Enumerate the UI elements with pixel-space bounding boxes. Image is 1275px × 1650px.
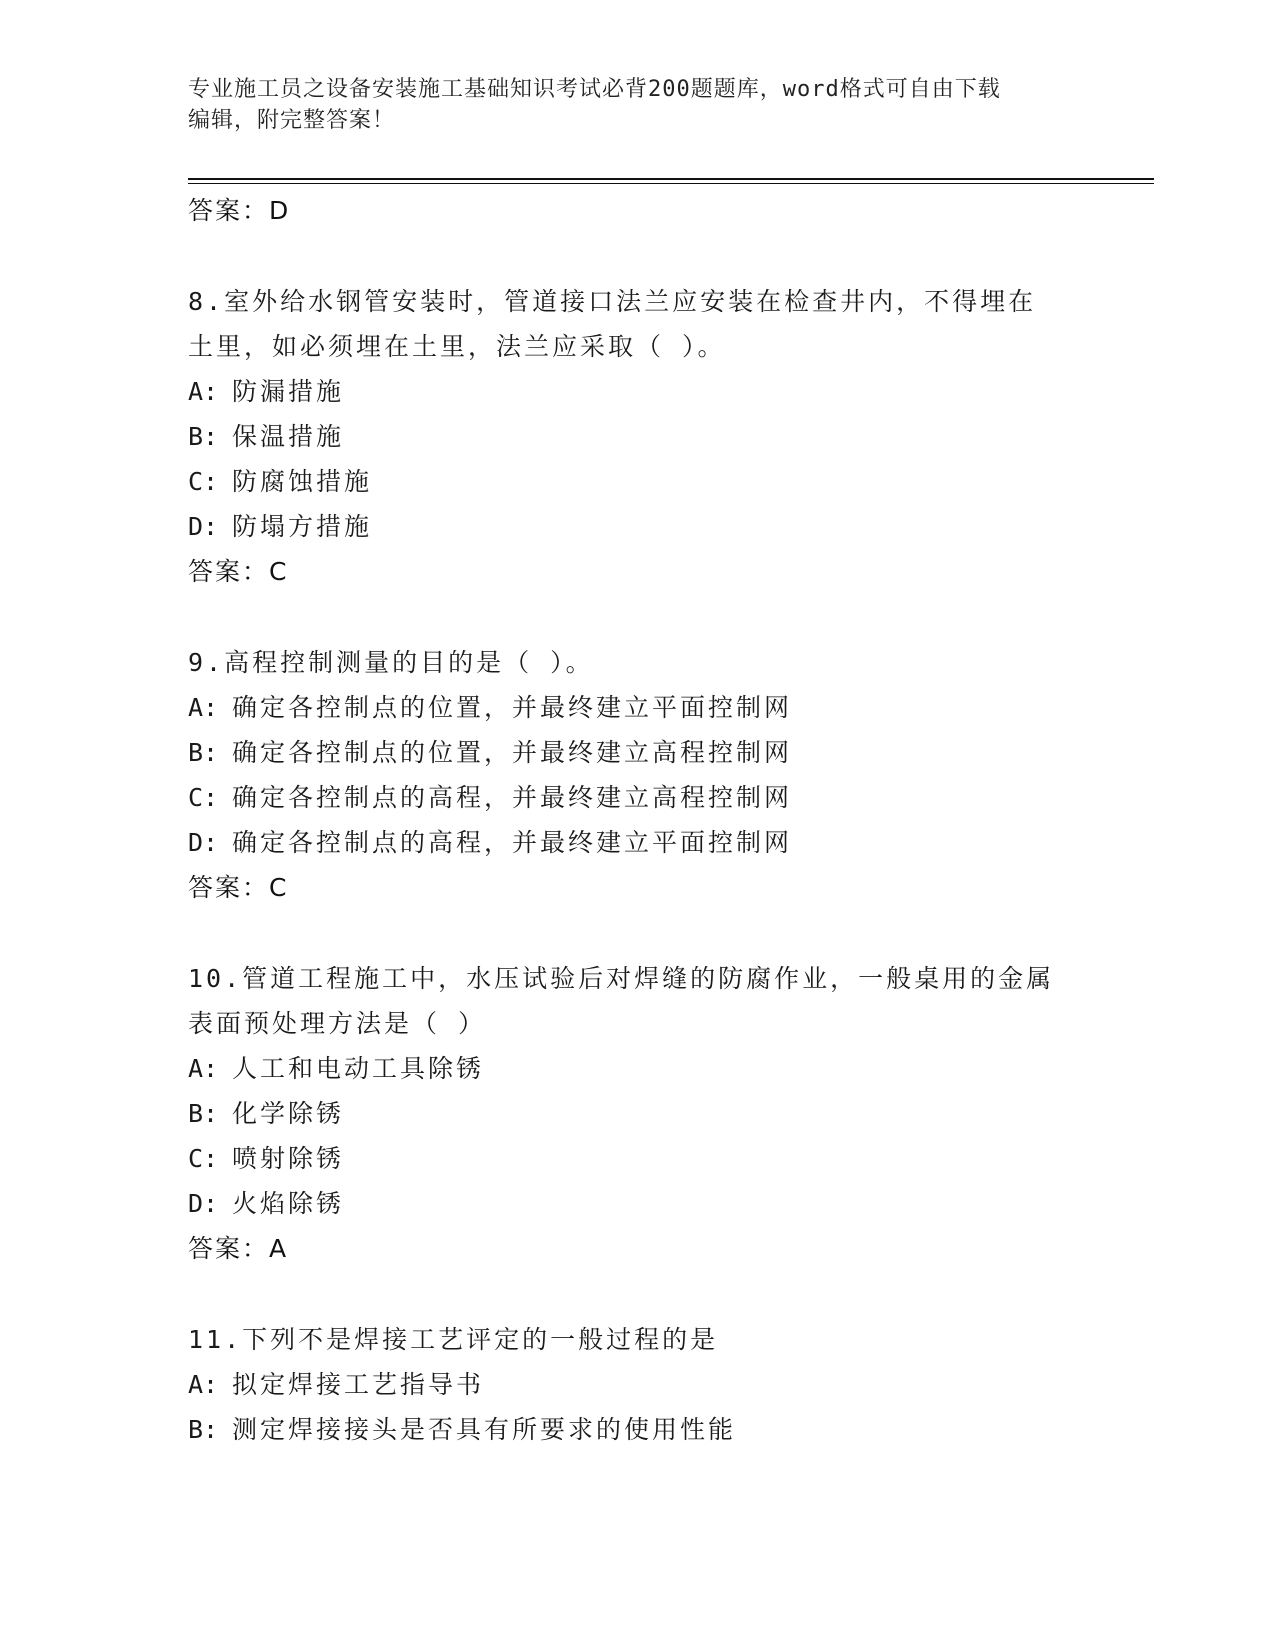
option-text: 人工和电动工具除锈 [232,1054,485,1083]
question-stem-line: 8.室外给水钢管安装时，管道接口法兰应安装在检查井内，不得埋在 [188,287,1037,316]
option-text: 防漏措施 [232,377,345,406]
option-key: B: [188,738,219,767]
option-text: 化学除锈 [232,1099,345,1128]
option-text: 保温措施 [232,422,345,451]
option-key: A: [188,693,219,722]
option-a [188,685,1088,730]
option-text: 确定各控制点的位置，并最终建立高程控制网 [232,738,793,767]
question-stem-line: 表面预处理方法是（ ） [188,1009,487,1038]
option-d [188,1181,1088,1226]
option-text: 确定各控制点的高程，并最终建立平面控制网 [232,828,793,857]
answer-line: 答案：A [188,1234,289,1263]
option-c [188,459,1088,504]
option-b [188,730,1088,775]
option-key: D: [188,1189,219,1218]
question-block [188,640,1088,910]
option-key: D: [188,828,219,857]
option-c [188,1136,1088,1181]
header-rule-thick [188,178,1154,180]
option-a [188,1362,1088,1407]
option-text: 测定焊接接头是否具有所要求的使用性能 [232,1415,737,1444]
question-stem-line: 土里，如必须埋在土里，法兰应采取（ ）。 [188,332,726,361]
option-text: 确定各控制点的位置，并最终建立平面控制网 [232,693,793,722]
option-a [188,1046,1088,1091]
option-text: 拟定焊接工艺指导书 [232,1370,485,1399]
option-text: 火焰除锈 [232,1189,345,1218]
spacer [188,1271,1088,1317]
option-b [188,414,1088,459]
question-block [188,1317,1088,1452]
question-block [188,956,1088,1271]
option-text: 防塌方措施 [232,512,373,541]
document-body [188,188,1088,1452]
question-stem-line: 10.管道工程施工中，水压试验后对焊缝的防腐作业，一般桌用的金属 [188,964,1055,993]
option-key: A: [188,1054,219,1083]
option-key: C: [188,467,219,496]
option-key: B: [188,1415,219,1444]
spacer [188,233,1088,279]
option-b [188,1407,1088,1452]
header-rule-thin [188,183,1154,184]
option-key: A: [188,1370,219,1399]
option-b [188,1091,1088,1136]
option-key: C: [188,1144,219,1173]
header-line-1: 专业施工员之设备安装施工基础知识考试必背200题题库，word格式可自由下载 [188,77,1001,102]
option-key: D: [188,512,219,541]
spacer [188,910,1088,956]
option-key: B: [188,422,219,451]
option-key: B: [188,1099,219,1128]
answer-line: 答案：C [188,873,289,902]
option-text: 防腐蚀措施 [232,467,373,496]
option-d [188,820,1088,865]
option-d [188,504,1088,549]
option-text: 喷射除锈 [232,1144,345,1173]
answer-line: 答案：D [188,196,291,225]
option-c [188,775,1088,820]
option-a [188,369,1088,414]
question-stem-line: 11.下列不是焊接工艺评定的一般过程的是 [188,1325,719,1354]
question-stem-line: 9.高程控制测量的目的是（ ）。 [188,648,594,677]
spacer [188,594,1088,640]
question-block [188,279,1088,594]
option-text: 确定各控制点的高程，并最终建立高程控制网 [232,783,793,812]
document-header [188,74,1088,136]
answer-line: 答案：C [188,557,289,586]
option-key: A: [188,377,219,406]
option-key: C: [188,783,219,812]
header-line-2: 编辑，附完整答案！ [188,108,396,133]
